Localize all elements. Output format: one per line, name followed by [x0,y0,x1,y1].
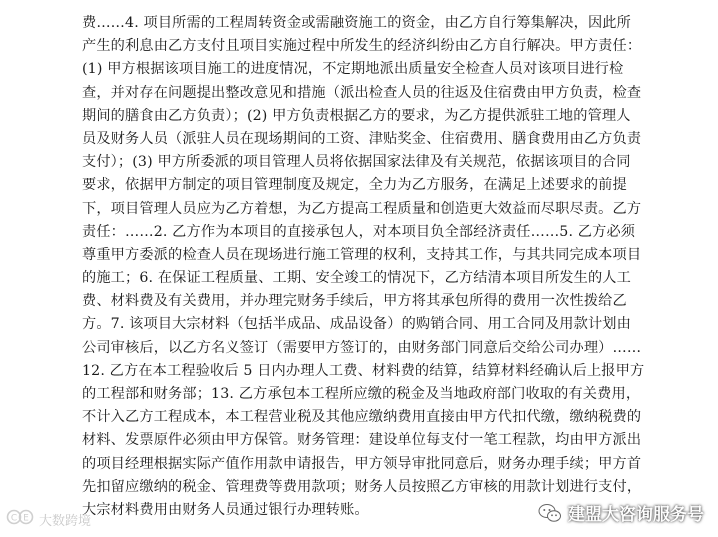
ce-logo-icon [6,509,36,529]
text-line: 要求，依据甲方制定的项目管理制度及规定，全力为乙方服务，在满足上述要求的前提 [82,177,627,194]
text-line: 大宗材料费用由财务人员通过银行办理转账。 [82,501,369,518]
svg-text:E: E [23,513,29,524]
text-line: 费、材料费及有关费用，并办理完财务手续后，甲方将其承包所得的费用一次性拨给乙 [82,293,627,310]
wechat-icon [538,503,562,523]
text-line: 材料、发票原件必须由甲方保管。财务管理：建设单位每支付一笔工程款，均由甲方派出 [82,432,642,449]
text-line: 期间的膳食由乙方负责）；(2) 甲方负责根据乙方的要求，为乙方提供派驻工地的管理人 [82,107,631,124]
text-line: 责任：……2. 乙方作为本项目的直接承包人，对本项目负全部经济责任……5. 乙方必须 [82,223,636,240]
text-line: 先扣留应缴纳的税金、管理费等费用款项；财务人员按照乙方审核的用款计划进行支付， [82,478,642,495]
watermark-left-text: 大数跨境 [39,513,92,529]
text-line: 费……4. 项目所需的工程周转资金或需融资施工的资金，由乙方自行筹集解决，因此所 [82,15,631,31]
text-line: 产生的利息由乙方支付且项目实施过程中所发生的经济纠纷由乙方自行解决。甲方责任： [82,38,642,55]
text-line: 12. 乙方在本工程验收后 5 日内办理人工费、材料费的结算，结算材料经确认后上报甲方 [82,362,645,379]
text-line: 不计入乙方工程成本，本工程营业税及其他应缴纳费用直接由甲方代扣代缴，缴纳税费的 [82,409,642,426]
text-line: (1) 甲方根据该项目施工的进度情况，不定期地派出质量安全检查人员对该项目进行检 [82,61,624,78]
text-line: 公司审核后，以乙方名义签订（需要甲方签订的，由财务部门同意后交给公司办理）…… [82,339,642,356]
text-line: 的项目经理根据实际产值作用款申请报告，甲方领导审批同意后，财务办理手续；甲方首 [82,455,642,472]
text-line: 支付）；(3) 甲方所委派的项目管理人员将依据国家法律及有关规范，依据该项目的合同 [82,154,631,171]
watermark-right [538,500,704,525]
text-line: 的工程部和财务部；13. 乙方承包本工程所应缴的税金及当地政府部门收取的有关费用， [82,386,641,402]
watermark-right-text: 建盟大咨询服务号 [568,505,704,525]
text-line: 尊重甲方委派的检查人员在现场进行施工管理的权利，支持其工作，与其共同完成本项目 [82,246,642,263]
text-line: 方。7. 该项目大宗材料（包括半成品、成品设备）的购销合同、用工合同及用款计划由 [82,316,631,333]
text-line: 查，并对存在问题提出整改意见和措施（派出检查人员的往返及住宿费由甲方负责，检查 [82,84,642,101]
document-body [82,12,692,522]
watermark-left [6,509,91,529]
text-line: 的施工；6. 在保证工程质量、工期、安全竣工的情况下，乙方结清本项目所发生的人工 [82,270,631,287]
svg-text:C: C [10,513,18,524]
text-line: 下，项目管理人员应为乙方着想，为乙方提高工程质量和创造更大效益而尽职尽责。乙方 [82,200,642,217]
text-line: 员及财务人员（派驻人员在现场期间的工资、津贴奖金、住宿费用、膳食费用由乙方负责 [82,130,642,147]
